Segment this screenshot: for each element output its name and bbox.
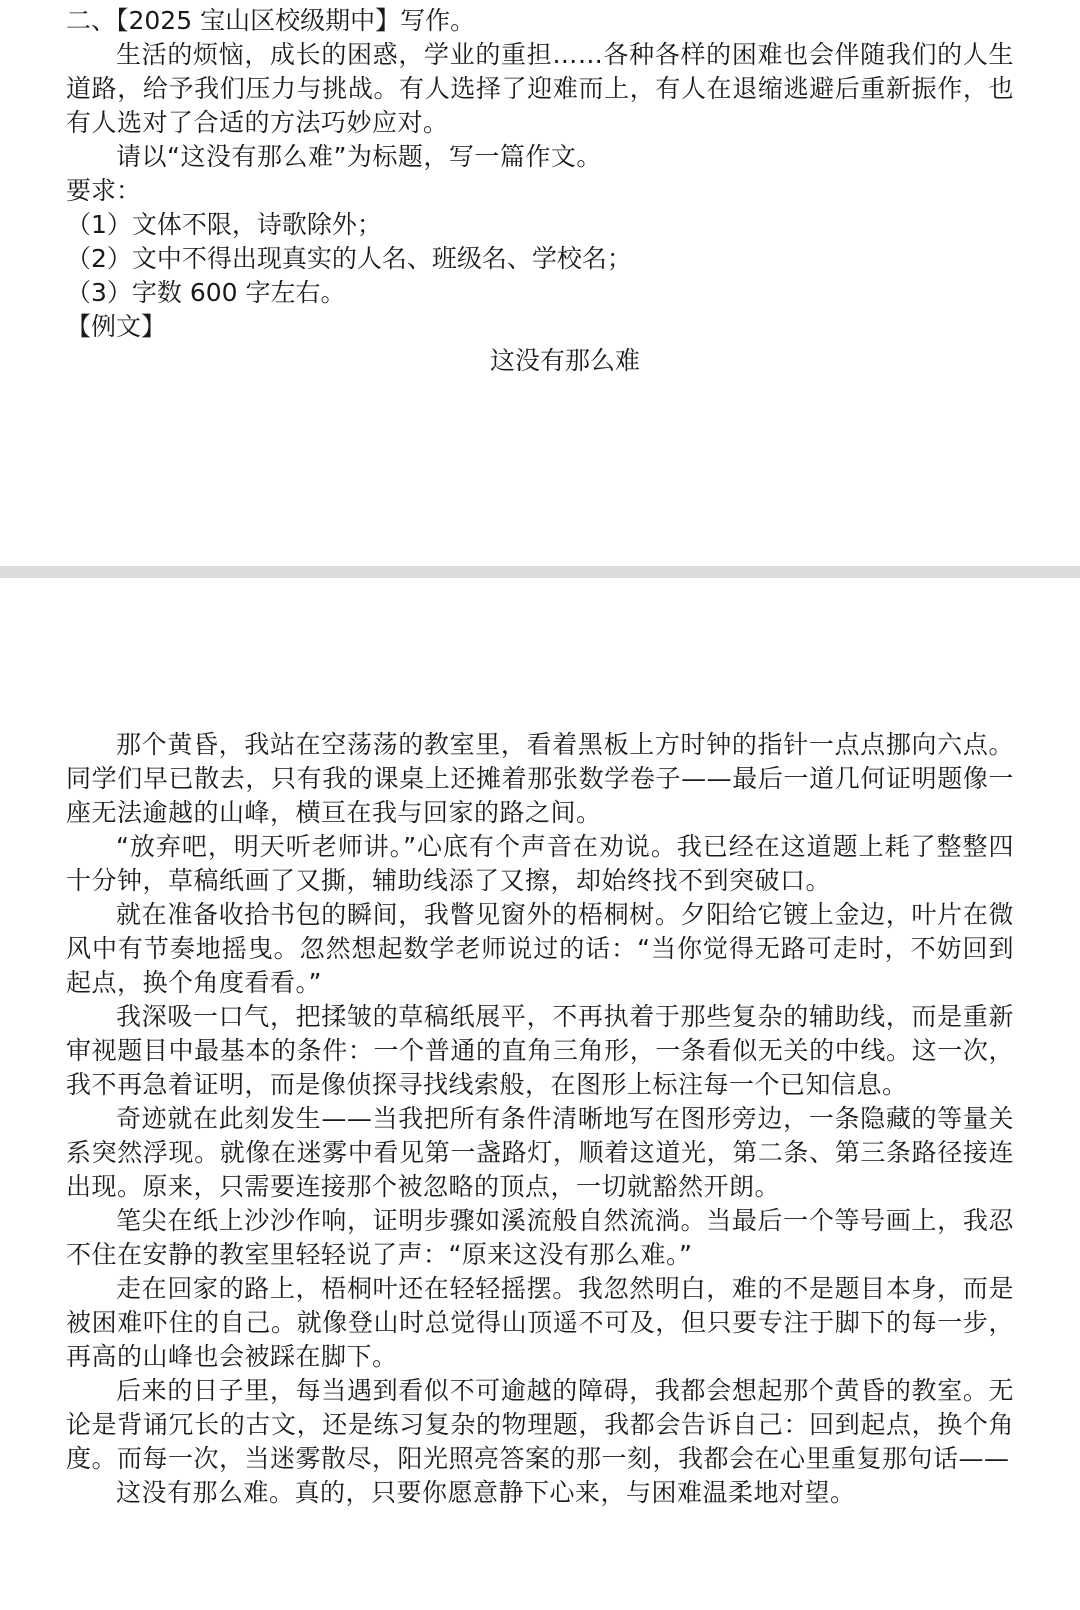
example-label: 【例文】: [66, 312, 167, 341]
requirement-item: （2）文中不得出现真实的人名、班级名、学校名；: [66, 244, 632, 273]
essay-paragraph: 后来的日子里，每当遇到看似不可逾越的障碍，我都会想起那个黄昏的教室。无论是背诵冗长的古文，还是练习复杂的物理题，我都会告诉自己：回到起点，换个角度。而每一次，当迷雾散尽，阳光照亮答案的那一刻，我都会在心里重复那句话——: [66, 1376, 1014, 1473]
essay-title: 这没有那么难: [489, 346, 640, 375]
essay-paragraph: 那个黄昏，我站在空荡荡的教室里，看着黑板上方时钟的指针一点点挪向六点。同学们早已散去，只有我的课桌上还摊着那张数学卷子——最后一道几何证明题像一座无法逾越的山峰，横亘在我与回家的路之间。: [66, 730, 1014, 827]
requirement-item: （1）文体不限，诗歌除外；: [66, 210, 382, 239]
essay-paragraph: 走在回家的路上，梧桐叶还在轻轻摇摆。我忽然明白，难的不是题目本身，而是被困难吓住的自己。就像登山时总觉得山顶遥不可及，但只要专注于脚下的每一步，再高的山峰也会被踩在脚下。: [66, 1274, 1014, 1371]
essay-paragraph: 奇迹就在此刻发生——当我把所有条件清晰地写在图形旁边，一条隐藏的等量关系突然浮现。就像在迷雾中看见第一盏路灯，顺着这道光，第二条、第三条路径接连出现。原来，只需要连接那个被忽略的顶点，一切就豁然开朗。: [66, 1104, 1014, 1201]
prompt-instruction: 请以“这没有那么难”为标题，写一篇作文。: [116, 142, 602, 171]
essay-paragraph: “放弃吧，明天听老师讲。”心底有个声音在劝说。我已经在这道题上耗了整整四十分钟，草稿纸画了又撕，辅助线添了又擦，却始终找不到突破口。: [66, 832, 1014, 895]
essay-page: [0, 578, 1080, 1610]
essay-paragraph: 笔尖在纸上沙沙作响，证明步骤如溪流般自然流淌。当最后一个等号画上，我忍不住在安静的教室里轻轻说了声：“原来这没有那么难。”: [66, 1206, 1014, 1269]
page-divider: [0, 566, 1080, 578]
prompt-page: [0, 0, 1080, 566]
essay-paragraph: 我深吸一口气，把揉皱的草稿纸展平，不再执着于那些复杂的辅助线，而是重新审视题目中最基本的条件：一个普通的直角三角形，一条看似无关的中线。这一次，我不再急着证明，而是像侦探寻找线索般，在图形上标注每一个已知信息。: [66, 1002, 1014, 1099]
essay-paragraph: 这没有那么难。真的，只要你愿意静下心来，与困难温柔地对望。: [116, 1478, 856, 1507]
essay-paragraph: 就在准备收拾书包的瞬间，我瞥见窗外的梧桐树。夕阳给它镀上金边，叶片在微风中有节奏地摇曳。忽然想起数学老师说过的话：“当你觉得无路可走时，不妨回到起点，换个角度看看。”: [66, 900, 1014, 997]
prompt-intro: 生活的烦恼，成长的困惑，学业的重担……各种各样的困难也会伴随我们的人生道路，给予我们压力与挑战。有人选择了迎难而上，有人在退缩逃避后重新振作，也有人选对了合适的方法巧妙应对。: [66, 40, 1014, 137]
requirement-item: （3）字数 600 字左右。: [66, 278, 346, 307]
question-heading: 二、【2025 宝山区校级期中】写作。: [66, 6, 476, 35]
requirements-label: 要求：: [66, 176, 142, 205]
